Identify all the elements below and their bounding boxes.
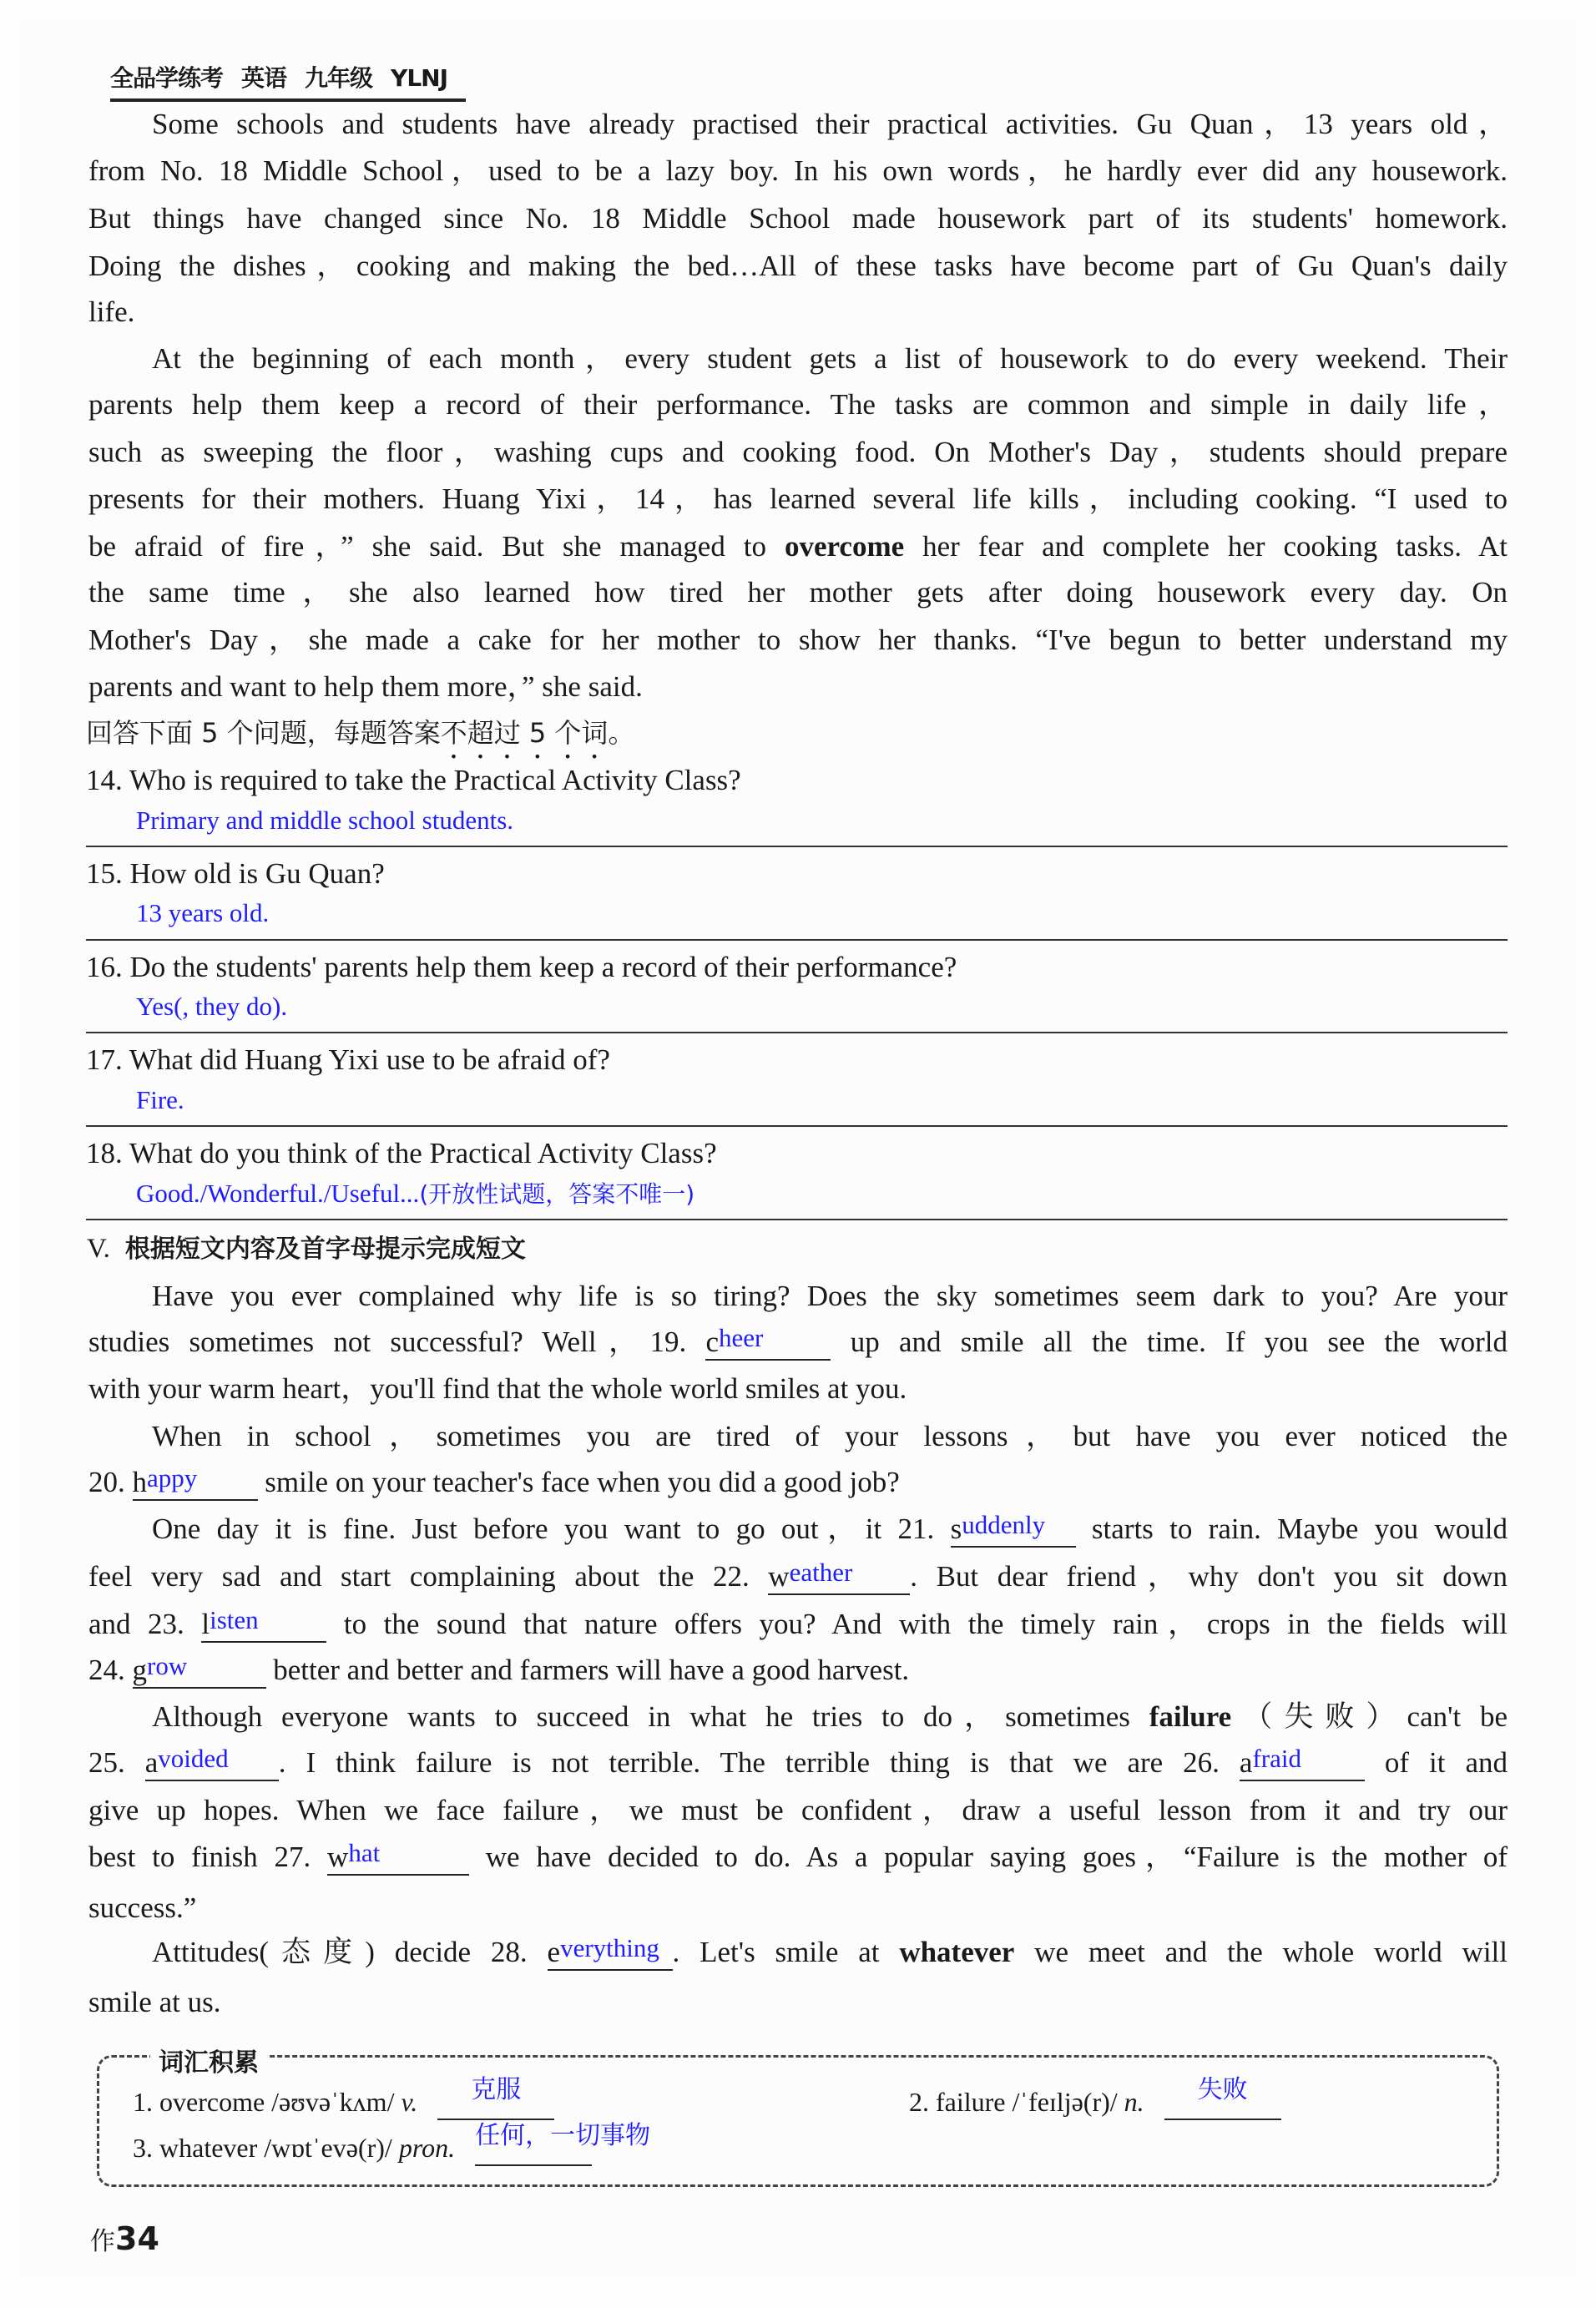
subject: 英语 xyxy=(241,64,287,92)
section-heading xyxy=(87,1230,526,1268)
text-line xyxy=(88,1792,1508,1829)
filled-answer: row xyxy=(147,1651,188,1680)
page-number-value: 34 xyxy=(115,2220,159,2257)
text: life. xyxy=(88,295,135,328)
answer-blank[interactable] xyxy=(547,1933,673,1971)
filled-answer: isten xyxy=(210,1605,259,1634)
answer-line xyxy=(86,846,1508,847)
text: At the beginning of each month，every student gets a list of housework to do every weekend. Their xyxy=(152,342,1508,375)
text: best to finish 27. xyxy=(88,1841,328,1873)
answer-blank[interactable] xyxy=(132,1651,266,1689)
text: 25. xyxy=(88,1746,145,1779)
answer xyxy=(136,804,513,838)
initial-letter: h xyxy=(132,1466,147,1498)
running-header xyxy=(110,60,466,102)
initial-letter: a xyxy=(1239,1746,1253,1779)
text: Have you ever complained why life is so tiring? Does the sky sometimes seem dark to you? Are your xyxy=(152,1280,1508,1312)
grade: 九年级 xyxy=(305,64,373,92)
instruction xyxy=(86,715,1505,751)
text-line xyxy=(88,153,1508,189)
text: we have decided to do. As a popular saying goes，“Failure is the mother of xyxy=(469,1841,1508,1873)
text: up and smile all the time. If you see the world xyxy=(831,1326,1508,1358)
answer-line xyxy=(86,1125,1508,1127)
text: her fear and complete her cooking tasks. At xyxy=(904,530,1508,563)
answer-blank[interactable] xyxy=(327,1838,469,1876)
text: （失败）can't be xyxy=(1231,1700,1508,1733)
text: be afraid of fire，” she said. But she managed to xyxy=(88,530,785,563)
text: from No. 18 Middle School，used to be a lazy boy. In his own words，he hardly ever did any housework. xyxy=(88,154,1508,187)
text: with your warm heart，you'll find that the whole world smiles at you. xyxy=(88,1372,907,1405)
text: feel very sad and start complaining about the 22. xyxy=(88,1560,769,1593)
text: the same time，she also learned how tired her mother gets after doing housework every day. On xyxy=(88,576,1508,609)
text-line xyxy=(88,1278,1508,1315)
text: When in school，sometimes you are tired of your lessons，but have you ever noticed the xyxy=(152,1420,1508,1452)
answer xyxy=(136,896,269,931)
instruction-end: 。 xyxy=(608,717,635,749)
text-line xyxy=(88,1371,1508,1407)
answer xyxy=(136,1177,694,1211)
text-line xyxy=(88,1745,1508,1781)
text: better and better and farmers will have a good harvest. xyxy=(265,1654,910,1686)
text-line xyxy=(88,434,1508,471)
text: Some schools and students have already practised their practical activities. Gu Quan，13 years old， xyxy=(152,108,1508,140)
text-line xyxy=(88,1652,1508,1689)
text-line xyxy=(88,1606,1508,1643)
section-number: V. xyxy=(87,1234,110,1264)
text-line xyxy=(88,248,1508,285)
filled-answer: verything xyxy=(560,1933,659,1962)
text: give up hopes. When we face failure，we must be confident，draw a useful lesson from it and try our xyxy=(88,1794,1508,1826)
answer-blank[interactable] xyxy=(132,1463,258,1501)
text: One day it is fine. Just before you want to go out，it 21. xyxy=(152,1513,951,1545)
text-line xyxy=(88,1890,1508,1927)
answer-blank[interactable] xyxy=(201,1605,326,1643)
filled-answer: voided xyxy=(158,1744,229,1773)
answer xyxy=(136,990,287,1024)
page-number xyxy=(90,2220,159,2257)
vocab-answer: 任何，一切事物 xyxy=(475,2121,651,2150)
question: 14. Who is required to take the Practical Activity Class? xyxy=(86,764,741,796)
text: to the sound that nature offers you? And with the timely rain，crops in the fields will xyxy=(326,1608,1508,1640)
text: of it and xyxy=(1364,1746,1508,1779)
question: 18. What do you think of the Practical Activity Class? xyxy=(86,1137,717,1169)
text-line xyxy=(88,1558,1508,1595)
text-line xyxy=(88,1984,1508,2021)
text: 24. xyxy=(88,1654,133,1686)
text: . Let's smile at xyxy=(672,1936,900,1968)
text: parents help them keep a record of their performance. The tasks are common and simple in daily life， xyxy=(88,388,1508,421)
text-line xyxy=(88,341,1508,377)
page-prefix: 作 xyxy=(90,2227,115,2256)
filled-answer: fraid xyxy=(1252,1744,1301,1773)
part-of-speech: v. xyxy=(401,2087,418,2117)
section-title: 根据短文内容及首字母提示完成短文 xyxy=(124,1235,526,1264)
text: starts to rain. Maybe you would xyxy=(1075,1513,1508,1545)
part-of-speech: n. xyxy=(1124,2087,1144,2117)
answer-text: 13 years old. xyxy=(136,898,270,927)
answer-blank[interactable] xyxy=(768,1558,910,1595)
answer-text: Yes(, they do). xyxy=(136,992,288,1021)
text: Doing the dishes，cooking and making the bed…All of these tasks have become part of Gu Quan's daily xyxy=(88,250,1508,282)
text: Although everyone wants to succeed in what he tries to do，sometimes xyxy=(152,1700,1149,1733)
text-line xyxy=(88,1418,1508,1455)
text-line xyxy=(88,1324,1508,1361)
question: 16. Do the students' parents help them keep a record of their performance? xyxy=(86,951,957,983)
vocabulary-title: 词汇积累 xyxy=(150,2042,267,2078)
vocab-word: 2. failure /ˈfeɪljə(r)/ xyxy=(909,2087,1124,2117)
answer-line xyxy=(86,1219,1508,1220)
vocabulary-box xyxy=(97,2055,1499,2187)
initial-letter: s xyxy=(950,1513,962,1545)
text: . But dear friend，why don't you sit down xyxy=(910,1560,1508,1593)
text: 20. xyxy=(88,1466,133,1498)
text-line xyxy=(88,106,1508,143)
vocab-word: 1. overcome /əʊvəˈkʌm/ xyxy=(133,2087,402,2117)
initial-letter: c xyxy=(705,1326,720,1358)
text-line xyxy=(88,1839,1508,1876)
initial-letter: e xyxy=(547,1936,561,1968)
text-line xyxy=(88,1464,1508,1501)
text: smile on your teacher's face when you did a good job? xyxy=(257,1466,900,1498)
answer-blank[interactable] xyxy=(705,1323,831,1361)
vocab-item xyxy=(133,2075,554,2120)
text-line xyxy=(88,528,1508,565)
initial-letter: w xyxy=(768,1560,790,1593)
vocab-answer-blank[interactable] xyxy=(437,2075,554,2120)
text-line xyxy=(88,622,1508,659)
text-line xyxy=(88,669,1508,705)
text: smile at us. xyxy=(88,1986,221,2018)
instruction-text: 回答下面 5 个问题，每题答案 xyxy=(86,717,441,749)
book-title: 全品学练考 xyxy=(110,64,224,92)
answer-blank[interactable] xyxy=(950,1510,1076,1548)
text: presents for their mothers. Huang Yixi，14，has learned several life kills，including cooking. “I used to xyxy=(88,482,1508,515)
answer-text: Fire. xyxy=(136,1085,184,1114)
answer-line xyxy=(86,939,1508,941)
answer-blank[interactable] xyxy=(1239,1744,1365,1781)
text: . I think failure is not terrible. The terrible thing is that we are 26. xyxy=(278,1746,1240,1779)
text: studies sometimes not successful? Well，19. xyxy=(88,1326,706,1358)
text: such as sweeping the floor，washing cups and cooking food. On Mother's Day，students should prepare xyxy=(88,436,1508,468)
vocab-item xyxy=(909,2075,1281,2120)
text: and 23. xyxy=(88,1608,202,1640)
text: we meet and the whole world will xyxy=(1014,1936,1508,1968)
instruction-emphasis: 不超过 5 个词 xyxy=(440,717,609,749)
text: parents and want to help them more，” she said. xyxy=(88,670,643,703)
filled-answer: eather xyxy=(789,1558,853,1587)
vocab-answer: 失败 xyxy=(1197,2075,1248,2104)
initial-letter: a xyxy=(144,1746,159,1779)
text-line xyxy=(88,200,1508,237)
vocab-answer: 克服 xyxy=(471,2075,522,2104)
filled-answer: uddenly xyxy=(962,1510,1046,1539)
filled-answer: hat xyxy=(348,1838,381,1867)
vocab-answer-blank[interactable] xyxy=(1164,2075,1281,2120)
part-of-speech: pron. xyxy=(398,2133,456,2163)
bold-keyword: whatever xyxy=(899,1936,1015,1968)
text-line xyxy=(88,1699,1508,1735)
text-line xyxy=(88,481,1508,518)
initial-letter: l xyxy=(201,1608,210,1640)
text-line xyxy=(88,574,1508,611)
edition-code: YLNJ xyxy=(391,64,448,92)
answer-text: Primary and middle school students. xyxy=(136,806,514,835)
text: But things have changed since No. 18 Middle School made housework part of its students' homework. xyxy=(88,202,1508,235)
initial-letter: w xyxy=(327,1841,349,1873)
answer-note: (开放性试题，答案不唯一) xyxy=(419,1180,695,1208)
text: success.” xyxy=(88,1891,197,1924)
text-line xyxy=(88,386,1508,423)
text-line xyxy=(88,1511,1508,1548)
text: Mother's Day，she made a cake for her mother to show her thanks. “I've begun to better understand my xyxy=(88,624,1508,656)
initial-letter: g xyxy=(132,1654,147,1686)
text: Attitudes(态度) decide 28. xyxy=(152,1936,548,1968)
bold-keyword: failure xyxy=(1149,1700,1232,1733)
bold-keyword: overcome xyxy=(784,530,905,563)
answer-line xyxy=(86,1032,1508,1033)
filled-answer: appy xyxy=(147,1463,198,1492)
question: 17. What did Huang Yixi use to be afraid of? xyxy=(86,1043,610,1076)
filled-answer: heer xyxy=(719,1323,764,1352)
answer-text: Good./Wonderful./Useful... xyxy=(136,1179,420,1208)
text-line xyxy=(88,1934,1508,1971)
answer-blank[interactable] xyxy=(144,1744,279,1781)
vocab-item xyxy=(133,2121,651,2166)
text-line xyxy=(88,294,1508,331)
question: 15. How old is Gu Quan? xyxy=(86,857,385,890)
vocab-word: 3. whatever /wɒtˈevə(r)/ xyxy=(133,2133,399,2163)
answer xyxy=(136,1083,184,1118)
vocab-answer-blank[interactable] xyxy=(475,2121,651,2166)
